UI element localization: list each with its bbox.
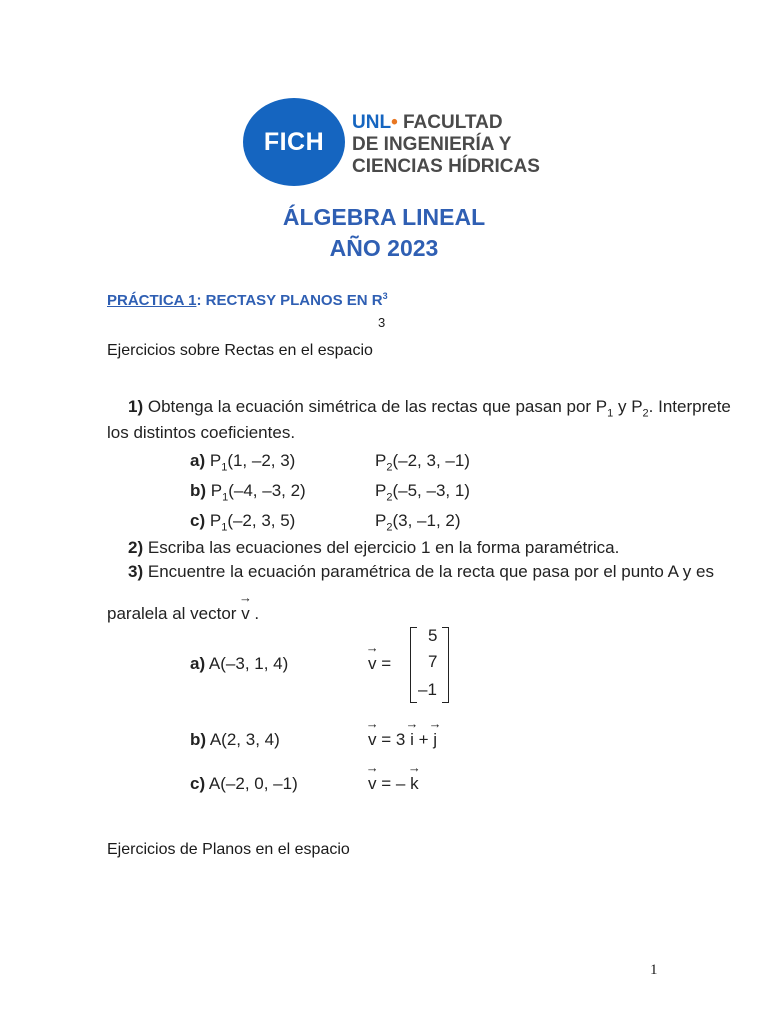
ex3-a-vector-eq: → v =	[368, 654, 391, 674]
matrix-cell-3: –1	[418, 680, 437, 699]
stray-superscript: 3	[378, 315, 386, 330]
section-rectas-heading: Ejercicios sobre Rectas en el espacio	[107, 342, 373, 359]
logo-acronym: FICH	[263, 127, 325, 156]
ex3-item-c	[190, 774, 298, 794]
fich-logo-circle	[243, 98, 345, 186]
ex1-item-b-p2: $P_2(-5$, –3, 1)	[375, 481, 470, 504]
ex1-item-c-p2: $P_2(3$, –1, 2)	[375, 511, 461, 534]
exercise-3-line2: paralela al vector → v .	[107, 604, 259, 624]
ex3-item-a-letter: a)	[190, 654, 206, 673]
ex3-item-a-point: A(–3, 1, 4)	[208, 654, 289, 673]
ex1-text-c: . Interprete	[648, 397, 731, 416]
ex1-item-a-p1-coords: (1, –2, 3)	[227, 451, 296, 470]
ex3-number: 3)	[128, 562, 144, 581]
faculty-name	[352, 112, 540, 178]
ex3-item-b-letter: b)	[190, 730, 207, 749]
logo-line2: DE INGENIERÍA Y	[352, 134, 512, 155]
matrix-right-bracket	[442, 627, 449, 703]
ex1-number: 1)	[128, 397, 144, 416]
ex3-item-b	[190, 730, 280, 750]
practica-heading	[107, 291, 388, 309]
ex1-item-c-p1-coords: (–2, 3, 5)	[227, 511, 296, 530]
matrix-cell-2: 7	[428, 652, 438, 671]
ex3-a-vector-v: → v	[368, 654, 377, 674]
matrix-left-bracket	[410, 627, 417, 703]
course-title: ÁLGEBRA LINEAL	[282, 204, 486, 230]
ex1-item-a-p2: $P_2(-2$, 3, –1)	[375, 451, 470, 474]
ex3-item-a	[190, 654, 288, 674]
page-number: 1	[650, 962, 658, 978]
unit-vector-j: → j	[433, 730, 437, 750]
ex1-item-a-letter: a)	[190, 451, 206, 470]
ex3-text: Encuentre la ecuación paramétrica de la recta que pasa por el punto A y es	[147, 562, 714, 581]
ex3-b-vector-v: → v	[368, 730, 377, 750]
ex1-item-c-p2-coords: (3, –1, 2)	[392, 511, 461, 530]
ex1-item-c-letter: c)	[190, 511, 206, 530]
ex3-item-c-letter: c)	[190, 774, 206, 793]
ex1-item-b-p1-coords: (–4, –3, 2)	[228, 481, 306, 500]
exercise-1-line2: los distintos coeficientes.	[107, 423, 296, 442]
exercise-2-statement	[128, 538, 619, 558]
exercise-1-statement	[128, 397, 731, 419]
logo-dot: •	[391, 112, 398, 133]
vector-v-symbol: → v	[241, 604, 250, 624]
ex3-line2-text: paralela al vector	[107, 604, 237, 623]
practica-rest: : RECTASY PLANOS EN R	[196, 292, 383, 309]
ex1-item-a-p2-coords: (–2, 3, –1)	[392, 451, 470, 470]
ex3-c-vector-v: → v	[368, 774, 377, 794]
ex2-text: Escriba las ecuaciones del ejercicio 1 en la forma paramétrica.	[147, 538, 620, 557]
ex1-item-a-p1: a) $P_1(1$, –2, 3)	[190, 451, 296, 474]
section-planos-heading: Ejercicios de Planos en el espacio	[107, 841, 350, 858]
ex1-item-b-p1: b) $P_1(-4$, –3, 2)	[190, 481, 306, 504]
ex3-item-c-point: A(–2, 0, –1)	[208, 774, 298, 793]
logo-unl: UNL	[352, 112, 392, 133]
ex1-sub1: 1	[607, 407, 614, 420]
ex1-text-a: Obtenga la ecuación simétrica de las rectas que pasan por P	[147, 397, 608, 416]
ex1-item-b-p2-coords: (–5, –3, 1)	[392, 481, 470, 500]
unit-vector-i: → i	[410, 730, 414, 750]
course-year: AÑO 2023	[329, 235, 439, 261]
practica-label: PRÁCTICA 1	[107, 292, 197, 309]
unit-vector-k: → k	[410, 774, 419, 794]
ex1-text-b: y P	[613, 397, 643, 416]
exercise-3-statement	[128, 562, 714, 582]
ex1-item-b-letter: b)	[190, 481, 207, 500]
ex2-number: 2)	[128, 538, 144, 557]
matrix-cell-1: 5	[428, 626, 438, 645]
logo-line3: CIENCIAS HÍDRICAS	[352, 156, 540, 177]
practica-sup: 3	[382, 291, 388, 301]
ex3-b-vector-eq: → v = 3 → i + → j	[368, 730, 437, 750]
ex3-item-b-point: A(2, 3, 4)	[209, 730, 280, 749]
ex3-c-vector-eq: → v = – → k	[368, 774, 419, 794]
ex1-item-c-p1: c) $P_1(-2$, 3, 5)	[190, 511, 296, 534]
ex1-sub2: 2	[642, 407, 649, 420]
ex3-b-coef: 3	[395, 730, 406, 749]
logo-line1: FACULTAD	[403, 112, 503, 133]
